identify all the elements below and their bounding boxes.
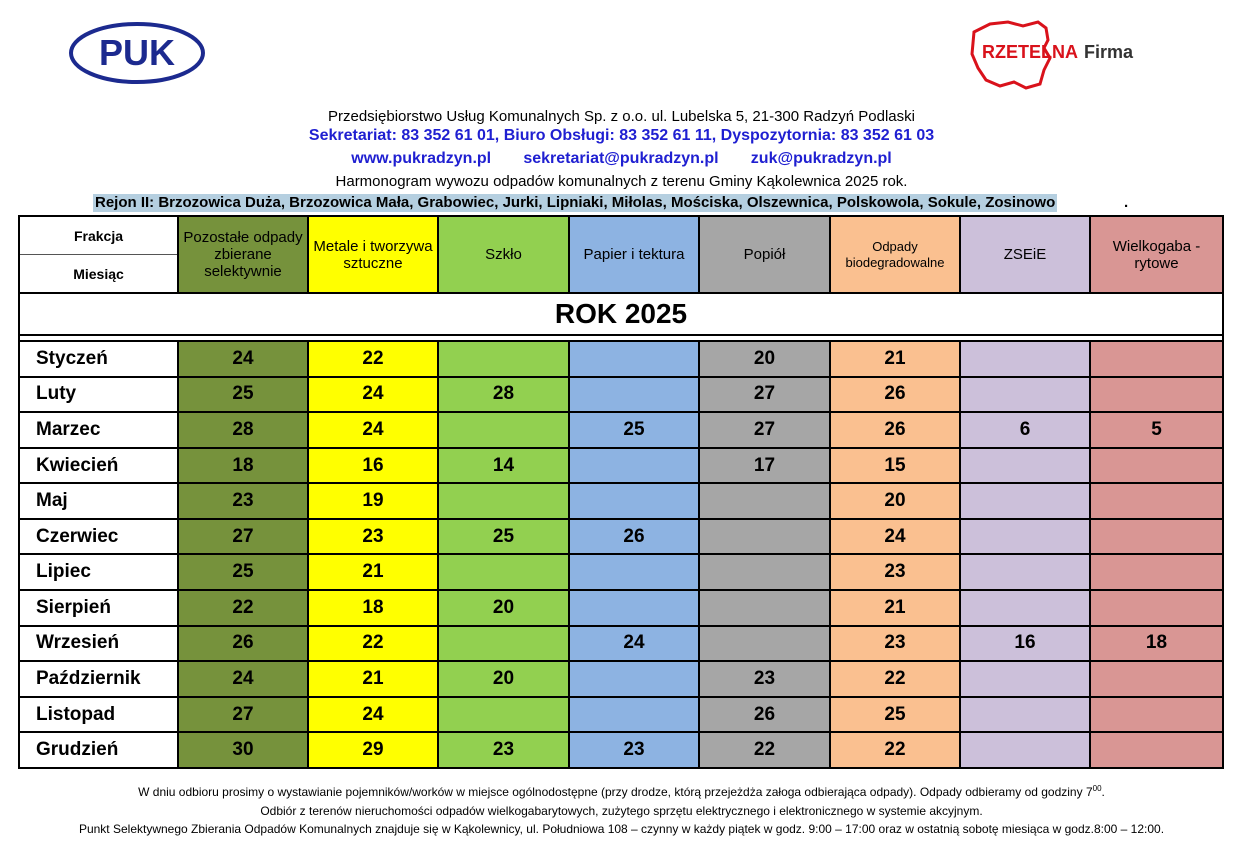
date-cell-papier: 26 bbox=[569, 519, 699, 555]
date-cell-popiol: 26 bbox=[699, 697, 830, 733]
table-row bbox=[19, 661, 1223, 697]
table-row bbox=[19, 554, 1223, 590]
date-cell-metale: 24 bbox=[308, 697, 438, 733]
month-cell: Lipiec bbox=[19, 554, 178, 590]
date-cell-zseie: 16 bbox=[960, 626, 1090, 662]
month-cell: Czerwiec bbox=[19, 519, 178, 555]
date-cell-bio: 26 bbox=[830, 377, 960, 413]
date-cell-pozostale: 22 bbox=[178, 590, 308, 626]
date-cell-popiol: 17 bbox=[699, 448, 830, 484]
date-cell-szklo: 23 bbox=[438, 732, 569, 768]
date-cell-zseie bbox=[960, 448, 1090, 484]
region-list: Rejon II: Brzozowica Duża, Brzozowica Mała, Grabowiec, Jurki, Lipniaki, Miłolas, Mościska, Olszewnica, Polskowola, Sokule, Zosinowo bbox=[95, 194, 1056, 211]
footer-note-1: W dniu odbioru prosimy o wystawianie pojemników/worków w miejsce ogólnodostępne (przy drodze, którą przejeżdża załoga odbierająca odpady). Odpady odbieramy od godziny $7^{00}$. bbox=[138, 784, 1105, 799]
date-cell-szklo bbox=[438, 341, 569, 377]
date-cell-wielkogabarytowe bbox=[1090, 732, 1223, 768]
table-row bbox=[19, 590, 1223, 626]
date-cell-metale: 18 bbox=[308, 590, 438, 626]
date-cell-popiol: 27 bbox=[699, 412, 830, 448]
web-and-email: www.pukradzyn.pl sekretariat@pukradzyn.pl zuk@pukradzyn.pl bbox=[351, 150, 892, 167]
date-cell-pozostale: 24 bbox=[178, 341, 308, 377]
month-cell: Wrzesień bbox=[19, 626, 178, 662]
date-cell-pozostale: 26 bbox=[178, 626, 308, 662]
date-cell-papier bbox=[569, 377, 699, 413]
header-row bbox=[19, 216, 1223, 293]
month-cell: Sierpień bbox=[19, 590, 178, 626]
date-cell-bio: 23 bbox=[830, 554, 960, 590]
date-cell-papier: 23 bbox=[569, 732, 699, 768]
date-cell-bio: 21 bbox=[830, 341, 960, 377]
date-cell-wielkogabarytowe: 18 bbox=[1090, 626, 1223, 662]
date-cell-zseie bbox=[960, 483, 1090, 519]
date-cell-zseie bbox=[960, 590, 1090, 626]
date-cell-pozostale: 18 bbox=[178, 448, 308, 484]
month-cell: Grudzień bbox=[19, 732, 178, 768]
footer-note-3: Punkt Selektywnego Zbierania Odpadów Komunalnych znajduje się w Kąkolewnicy, ul. Południowa 108 – czynny w każdy piątek w godz. 9:00 – 17:00 oraz w ostatnią sobotę miesiąca w godz.8:00 – 12:00. bbox=[78, 822, 1165, 836]
date-cell-pozostale: 23 bbox=[178, 483, 308, 519]
date-cell-bio: 15 bbox=[830, 448, 960, 484]
firma-text: Firma bbox=[1084, 42, 1134, 62]
month-cell: Październik bbox=[19, 661, 178, 697]
date-cell-popiol bbox=[699, 626, 830, 662]
date-cell-zseie: 6 bbox=[960, 412, 1090, 448]
column-header-pozostale: Pozostałe odpady zbierane selektywnie bbox=[178, 216, 308, 293]
table-row bbox=[19, 448, 1223, 484]
date-cell-pozostale: 25 bbox=[178, 554, 308, 590]
table-row bbox=[19, 732, 1223, 768]
column-header-bio: Odpady biodegradowalne bbox=[830, 216, 960, 293]
date-cell-szklo: 25 bbox=[438, 519, 569, 555]
date-cell-bio: 23 bbox=[830, 626, 960, 662]
puk-logo-text: PUK bbox=[98, 32, 176, 73]
table-row bbox=[19, 519, 1223, 555]
date-cell-szklo: 14 bbox=[438, 448, 569, 484]
column-header-wielkogabarytowe: Wielkogaba - rytowe bbox=[1090, 216, 1223, 293]
date-cell-papier bbox=[569, 554, 699, 590]
date-cell-metale: 21 bbox=[308, 554, 438, 590]
date-cell-popiol bbox=[699, 483, 830, 519]
date-cell-metale: 16 bbox=[308, 448, 438, 484]
frakcja-miesiac-cell bbox=[19, 216, 178, 293]
date-cell-zseie bbox=[960, 377, 1090, 413]
date-cell-metale: 23 bbox=[308, 519, 438, 555]
puk-logo bbox=[68, 22, 206, 84]
date-cell-zseie bbox=[960, 732, 1090, 768]
date-cell-zseie bbox=[960, 519, 1090, 555]
column-header-metale: Metale i tworzywa sztuczne bbox=[308, 216, 438, 293]
date-cell-metale: 21 bbox=[308, 661, 438, 697]
date-cell-zseie bbox=[960, 697, 1090, 733]
table-row bbox=[19, 377, 1223, 413]
date-cell-popiol: 23 bbox=[699, 661, 830, 697]
column-header-szklo: Szkło bbox=[438, 216, 569, 293]
month-cell: Marzec bbox=[19, 412, 178, 448]
column-header-papier: Papier i tektura bbox=[569, 216, 699, 293]
table-row bbox=[19, 483, 1223, 519]
table-row bbox=[19, 341, 1223, 377]
schedule-title: Harmonogram wywozu odpadów komunalnych z terenu Gminy Kąkolewnica 2025 rok. bbox=[335, 173, 908, 190]
phone-numbers: Sekretariat: 83 352 61 01, Biuro Obsługi: 83 352 61 11, Dyspozytornia: 83 352 61 03 bbox=[308, 127, 935, 144]
date-cell-wielkogabarytowe: 5 bbox=[1090, 412, 1223, 448]
table-row bbox=[19, 697, 1223, 733]
date-cell-popiol bbox=[699, 519, 830, 555]
date-cell-popiol bbox=[699, 590, 830, 626]
region-list-end: . bbox=[1124, 194, 1129, 211]
date-cell-papier bbox=[569, 483, 699, 519]
date-cell-bio: 20 bbox=[830, 483, 960, 519]
month-cell: Luty bbox=[19, 377, 178, 413]
company-address: Przedsiębiorstwo Usług Komunalnych Sp. z o.o. ul. Lubelska 5, 21-300 Radzyń Podlaski bbox=[328, 108, 915, 125]
month-cell: Maj bbox=[19, 483, 178, 519]
date-cell-bio: 24 bbox=[830, 519, 960, 555]
month-cell: Kwiecień bbox=[19, 448, 178, 484]
date-cell-papier bbox=[569, 341, 699, 377]
date-cell-bio: 22 bbox=[830, 661, 960, 697]
date-cell-pozostale: 27 bbox=[178, 519, 308, 555]
date-cell-zseie bbox=[960, 554, 1090, 590]
date-cell-wielkogabarytowe bbox=[1090, 483, 1223, 519]
footer-note-2: Odbiór z terenów nieruchomości odpadów wielkogabarytowych, zużytego sprzętu elektrycznego i elektronicznego w systemie akcyjnym. bbox=[260, 804, 983, 818]
date-cell-wielkogabarytowe bbox=[1090, 341, 1223, 377]
date-cell-pozostale: 24 bbox=[178, 661, 308, 697]
rzetelna-text: RZETELNA bbox=[982, 42, 1078, 62]
collection-schedule-table bbox=[18, 215, 1224, 769]
date-cell-pozostale: 27 bbox=[178, 697, 308, 733]
table-row bbox=[19, 412, 1223, 448]
date-cell-zseie bbox=[960, 661, 1090, 697]
date-cell-metale: 24 bbox=[308, 412, 438, 448]
column-header-popiol: Popiół bbox=[699, 216, 830, 293]
date-cell-bio: 21 bbox=[830, 590, 960, 626]
miesiac-label: Miesiąc bbox=[73, 265, 124, 282]
date-cell-metale: 24 bbox=[308, 377, 438, 413]
date-cell-wielkogabarytowe bbox=[1090, 554, 1223, 590]
date-cell-szklo bbox=[438, 412, 569, 448]
date-cell-wielkogabarytowe bbox=[1090, 590, 1223, 626]
date-cell-bio: 26 bbox=[830, 412, 960, 448]
date-cell-papier: 25 bbox=[569, 412, 699, 448]
date-cell-papier bbox=[569, 661, 699, 697]
date-cell-szklo bbox=[438, 554, 569, 590]
date-cell-papier bbox=[569, 590, 699, 626]
date-cell-pozostale: 28 bbox=[178, 412, 308, 448]
date-cell-bio: 22 bbox=[830, 732, 960, 768]
month-cell: Listopad bbox=[19, 697, 178, 733]
date-cell-szklo: 20 bbox=[438, 590, 569, 626]
date-cell-metale: 22 bbox=[308, 626, 438, 662]
date-cell-popiol bbox=[699, 554, 830, 590]
date-cell-wielkogabarytowe bbox=[1090, 697, 1223, 733]
date-cell-pozostale: 30 bbox=[178, 732, 308, 768]
date-cell-wielkogabarytowe bbox=[1090, 661, 1223, 697]
column-header-zseie: ZSEiE bbox=[960, 216, 1090, 293]
date-cell-popiol: 27 bbox=[699, 377, 830, 413]
date-cell-papier: 24 bbox=[569, 626, 699, 662]
year-row bbox=[19, 293, 1223, 335]
month-cell: Styczeń bbox=[19, 341, 178, 377]
date-cell-wielkogabarytowe bbox=[1090, 377, 1223, 413]
date-cell-szklo bbox=[438, 626, 569, 662]
date-cell-papier bbox=[569, 697, 699, 733]
date-cell-metale: 29 bbox=[308, 732, 438, 768]
date-cell-szklo: 20 bbox=[438, 661, 569, 697]
table-row bbox=[19, 626, 1223, 662]
rzetelna-firma-logo bbox=[968, 18, 1143, 90]
date-cell-szklo: 28 bbox=[438, 377, 569, 413]
date-cell-metale: 22 bbox=[308, 341, 438, 377]
date-cell-wielkogabarytowe bbox=[1090, 519, 1223, 555]
year-label: ROK 2025 bbox=[19, 293, 1223, 335]
date-cell-pozostale: 25 bbox=[178, 377, 308, 413]
frakcja-label: Frakcja bbox=[20, 217, 177, 255]
date-cell-bio: 25 bbox=[830, 697, 960, 733]
date-cell-szklo bbox=[438, 483, 569, 519]
date-cell-metale: 19 bbox=[308, 483, 438, 519]
date-cell-popiol: 22 bbox=[699, 732, 830, 768]
date-cell-zseie bbox=[960, 341, 1090, 377]
date-cell-papier bbox=[569, 448, 699, 484]
date-cell-szklo bbox=[438, 697, 569, 733]
date-cell-wielkogabarytowe bbox=[1090, 448, 1223, 484]
date-cell-popiol: 20 bbox=[699, 341, 830, 377]
